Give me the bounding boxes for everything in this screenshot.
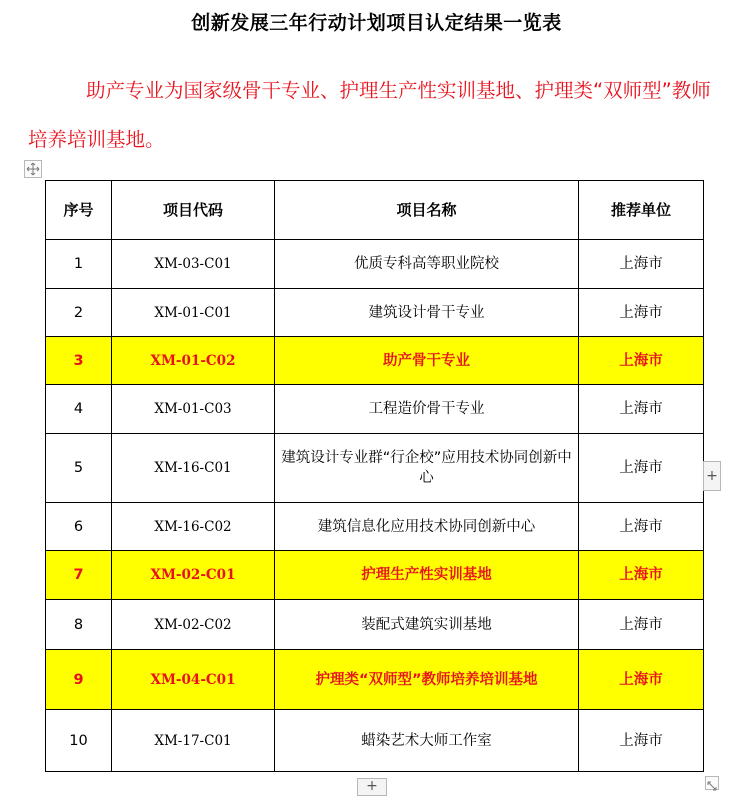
resize-diagonal-icon xyxy=(706,780,718,792)
cell-unit: 上海市 xyxy=(579,551,704,600)
table-row xyxy=(46,710,704,772)
header-name: 项目名称 xyxy=(275,181,579,240)
table-move-handle[interactable] xyxy=(24,160,42,178)
cell-code: XM-01-C03 xyxy=(112,385,275,434)
cell-index: 10 xyxy=(46,710,112,772)
cell-code: XM-16-C02 xyxy=(112,503,275,551)
cell-unit: 上海市 xyxy=(579,385,704,434)
cell-index: 1 xyxy=(46,240,112,289)
cell-unit: 上海市 xyxy=(579,710,704,772)
cell-code: XM-17-C01 xyxy=(112,710,275,772)
cell-code: XM-03-C01 xyxy=(112,240,275,289)
cell-index: 6 xyxy=(46,503,112,551)
intro-paragraph: 助产专业为国家级骨干专业、护理生产性实训基地、护理类“双师型”教师培养培训基地。 xyxy=(28,79,711,151)
add-row-button[interactable]: + xyxy=(357,778,387,796)
table-row xyxy=(46,600,704,650)
add-column-button[interactable]: + xyxy=(703,461,721,491)
cell-name: 工程造价骨干专业 xyxy=(275,385,579,434)
results-table xyxy=(45,180,704,772)
cell-index: 4 xyxy=(46,385,112,434)
cell-name: 建筑信息化应用技术协同创新中心 xyxy=(275,503,579,551)
cell-name: 建筑设计专业群“行企校”应用技术协同创新中心 xyxy=(275,434,579,503)
table-row xyxy=(46,650,704,710)
cell-unit: 上海市 xyxy=(579,503,704,551)
cell-index: 8 xyxy=(46,600,112,650)
cell-unit: 上海市 xyxy=(579,650,704,710)
move-arrows-icon xyxy=(26,162,40,176)
cell-code: XM-02-C02 xyxy=(112,600,275,650)
table-row xyxy=(46,503,704,551)
cell-index: 7 xyxy=(46,551,112,600)
cell-name: 优质专科高等职业院校 xyxy=(275,240,579,289)
header-index: 序号 xyxy=(46,181,112,240)
cell-name: 装配式建筑实训基地 xyxy=(275,600,579,650)
cell-unit: 上海市 xyxy=(579,289,704,337)
cell-index: 9 xyxy=(46,650,112,710)
table-resize-handle[interactable] xyxy=(705,776,719,790)
cell-name: 助产骨干专业 xyxy=(275,337,579,385)
cell-unit: 上海市 xyxy=(579,337,704,385)
cell-name: 蜡染艺术大师工作室 xyxy=(275,710,579,772)
table-row xyxy=(46,337,704,385)
cell-name: 护理类“双师型”教师培养培训基地 xyxy=(275,650,579,710)
table-row xyxy=(46,289,704,337)
header-code: 项目代码 xyxy=(112,181,275,240)
cell-unit: 上海市 xyxy=(579,600,704,650)
cell-code: XM-16-C01 xyxy=(112,434,275,503)
cell-code: XM-01-C02 xyxy=(112,337,275,385)
cell-index: 3 xyxy=(46,337,112,385)
cell-code: XM-04-C01 xyxy=(112,650,275,710)
table-row xyxy=(46,434,704,503)
document-title: 创新发展三年行动计划项目认定结果一览表 xyxy=(191,12,562,34)
table-row xyxy=(46,385,704,434)
cell-unit: 上海市 xyxy=(579,240,704,289)
cell-code: XM-02-C01 xyxy=(112,551,275,600)
table-row xyxy=(46,240,704,289)
cell-name: 建筑设计骨干专业 xyxy=(275,289,579,337)
cell-unit: 上海市 xyxy=(579,434,704,503)
cell-code: XM-01-C01 xyxy=(112,289,275,337)
cell-index: 2 xyxy=(46,289,112,337)
cell-index: 5 xyxy=(46,434,112,503)
table-row xyxy=(46,551,704,600)
table-header-row xyxy=(46,181,704,240)
header-unit: 推荐单位 xyxy=(579,181,704,240)
cell-name: 护理生产性实训基地 xyxy=(275,551,579,600)
